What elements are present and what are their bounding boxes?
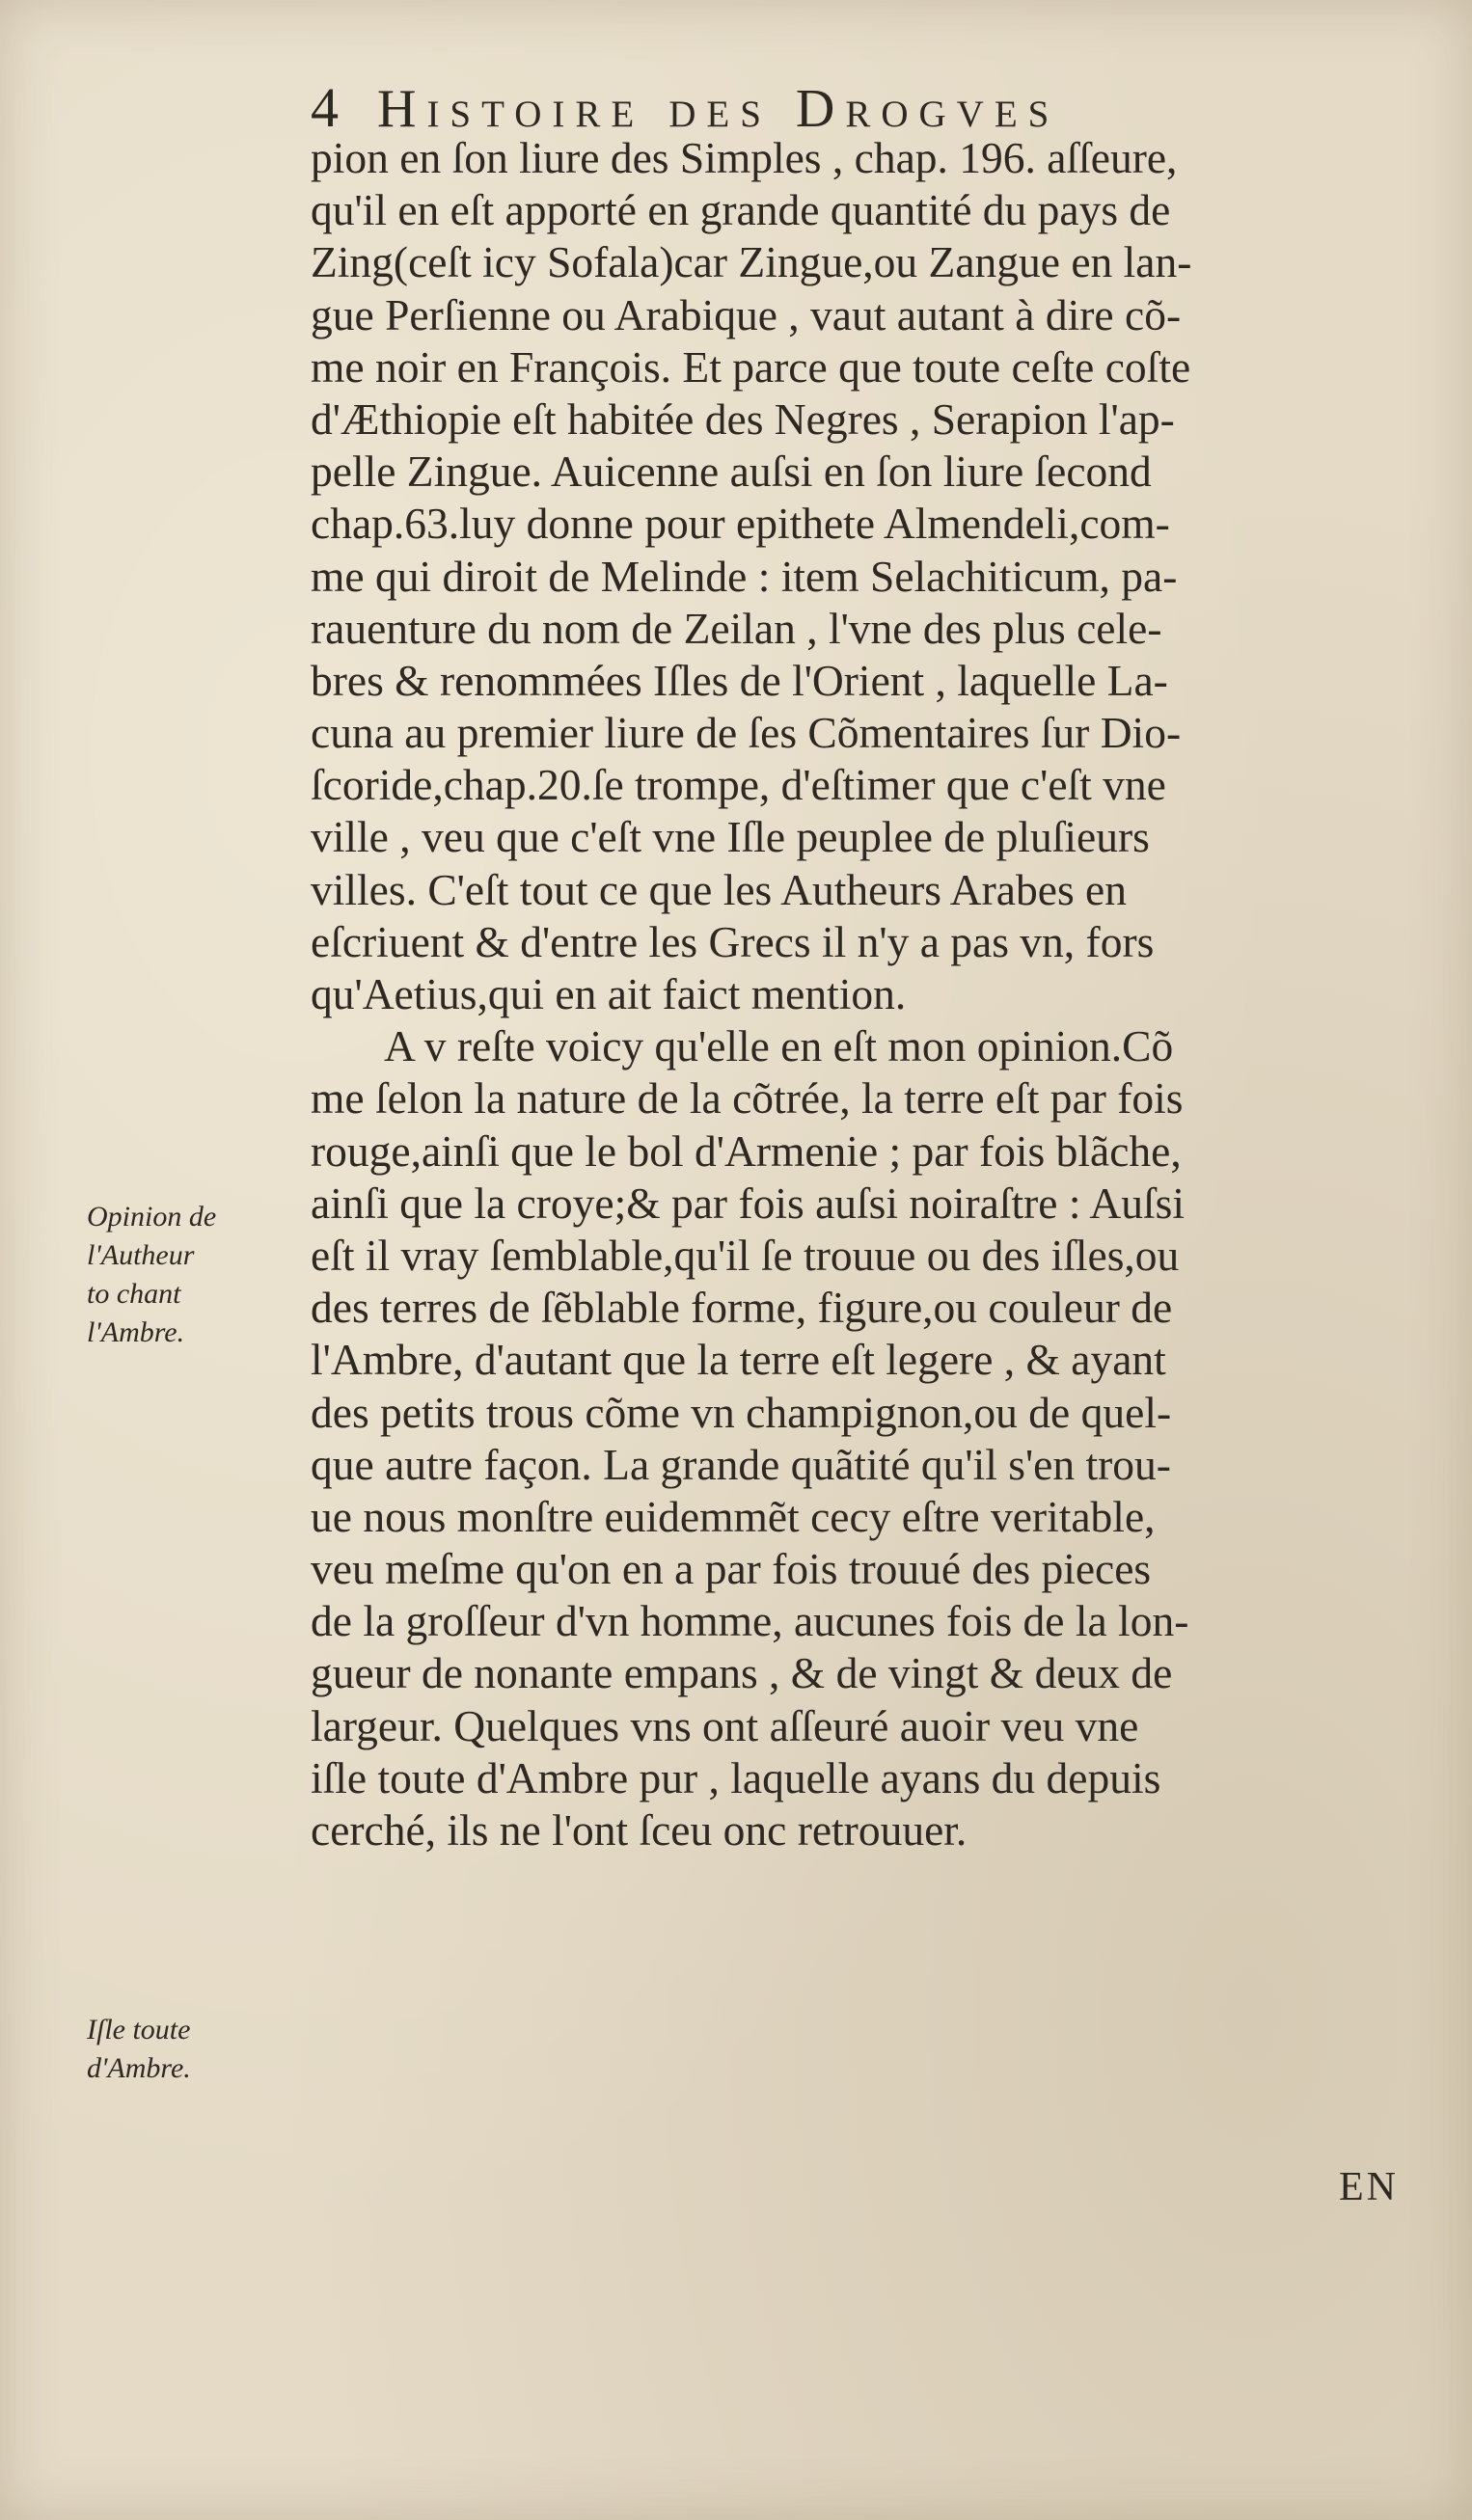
text-line: Zing(ceſt icy Sofala)car Zingue,ou Zangue en lan-	[311, 237, 1192, 287]
text-line: d'Æthiopie eſt habitée des Negres , Serapion l'ap-	[311, 393, 1175, 444]
margin-note-line: Opinion de	[87, 1201, 217, 1233]
text-line: pelle Zingue. Auicenne auſsi en ſon liure ſecond	[311, 447, 1152, 497]
text-line: l'Ambre, d'autant que la terre eſt legere , & ayant	[311, 1335, 1166, 1385]
margin-note-line: l'Autheur	[87, 1239, 195, 1271]
text-line: me ſelon la nature de la cõtrée, la terre eſt par fois	[311, 1073, 1184, 1124]
text-line: des terres de ſẽblable forme, figure,ou couleur de	[311, 1283, 1173, 1333]
text-line: cerché, ils ne l'ont ſceu onc retrouuer.	[311, 1805, 968, 1855]
running-title: Histoire des Drogves	[377, 79, 1060, 139]
body-text	[311, 132, 1437, 1856]
margin-note-line: d'Ambre.	[87, 2052, 191, 2084]
text-line: eſt il vray ſemblable,qu'il ſe trouue ou des iſles,ou	[311, 1230, 1180, 1280]
text-line: chap.63.luy donne pour epithete Almendeli,com-	[311, 499, 1170, 549]
text-line: ainſi que la croye;& par fois auſsi noiraſtre : Auſsi	[311, 1178, 1185, 1228]
margin-note-line: Iſle toute	[87, 2014, 191, 2046]
text-line: des petits trous cõme vn champignon,ou de quel-	[311, 1387, 1172, 1437]
margin-note-line: l'Ambre.	[87, 1316, 185, 1348]
text-line: villes. C'eſt tout ce que les Autheurs Arabes en	[311, 864, 1127, 914]
page-number: 4	[311, 76, 339, 139]
text-line: rauenture du nom de Zeilan , l'vne des plus cele-	[311, 603, 1162, 653]
margin-note-line: to chant	[87, 1278, 181, 1310]
text-line: rouge,ainſi que le bol d'Armenie ; par fois blãche,	[311, 1125, 1182, 1176]
text-line: pion en ſon liure des Simples , chap. 196. aſſeure,	[311, 133, 1178, 182]
text-line: veu meſme qu'on en a par fois trouué des pieces	[311, 1544, 1152, 1594]
text-line: qu'Aetius,qui en ait faict mention.	[311, 969, 907, 1018]
text-line: A v reſte voicy qu'elle en eſt mon opinion.Cõ	[384, 1021, 1174, 1071]
text-line: gue Perſienne ou Arabique , vaut autant à dire cõ-	[311, 289, 1182, 339]
text-line: qu'il en eſt apporté en grande quantité du pays de	[311, 185, 1171, 235]
text-line: cuna au premier liure de ſes Cõmentaires ſur Dio-	[311, 708, 1182, 758]
text-line: eſcriuent & d'entre les Grecs il n'y a pas vn, fors	[311, 916, 1155, 966]
text-line: largeur. Quelques vns ont aſſeuré auoir veu vne	[311, 1700, 1139, 1750]
text-line: gueur de nonante empans , & de vingt & deux de	[311, 1648, 1173, 1698]
margin-note-isle	[87, 2011, 299, 2088]
text-line: que autre façon. La grande quãtité qu'il s'en trou-	[311, 1439, 1171, 1489]
catchword: EN	[1339, 2165, 1399, 2209]
text-line: de la groſſeur d'vn homme, aucunes fois de la lon-	[311, 1596, 1189, 1646]
text-line: me qui diroit de Melinde : item Selachiticum, pa-	[311, 551, 1178, 601]
text-line: iſle toute d'Ambre pur , laquelle ayans du depuis	[311, 1752, 1161, 1802]
margin-note-opinion	[87, 1198, 299, 1352]
text-line: ue nous monſtre euidemmẽt cecy eſtre veritable,	[311, 1491, 1156, 1541]
text-line: me noir en François. Et parce que toute ceſte coſte	[311, 341, 1191, 392]
text-line: ſcoride,chap.20.ſe trompe, d'eſtimer que c'eſt vne	[311, 760, 1166, 810]
text-line: bres & renommées Iſles de l'Orient , laquelle La-	[311, 655, 1168, 705]
text-line: ville , veu que c'eſt vne Iſle peuplee de pluſieurs	[311, 812, 1150, 862]
